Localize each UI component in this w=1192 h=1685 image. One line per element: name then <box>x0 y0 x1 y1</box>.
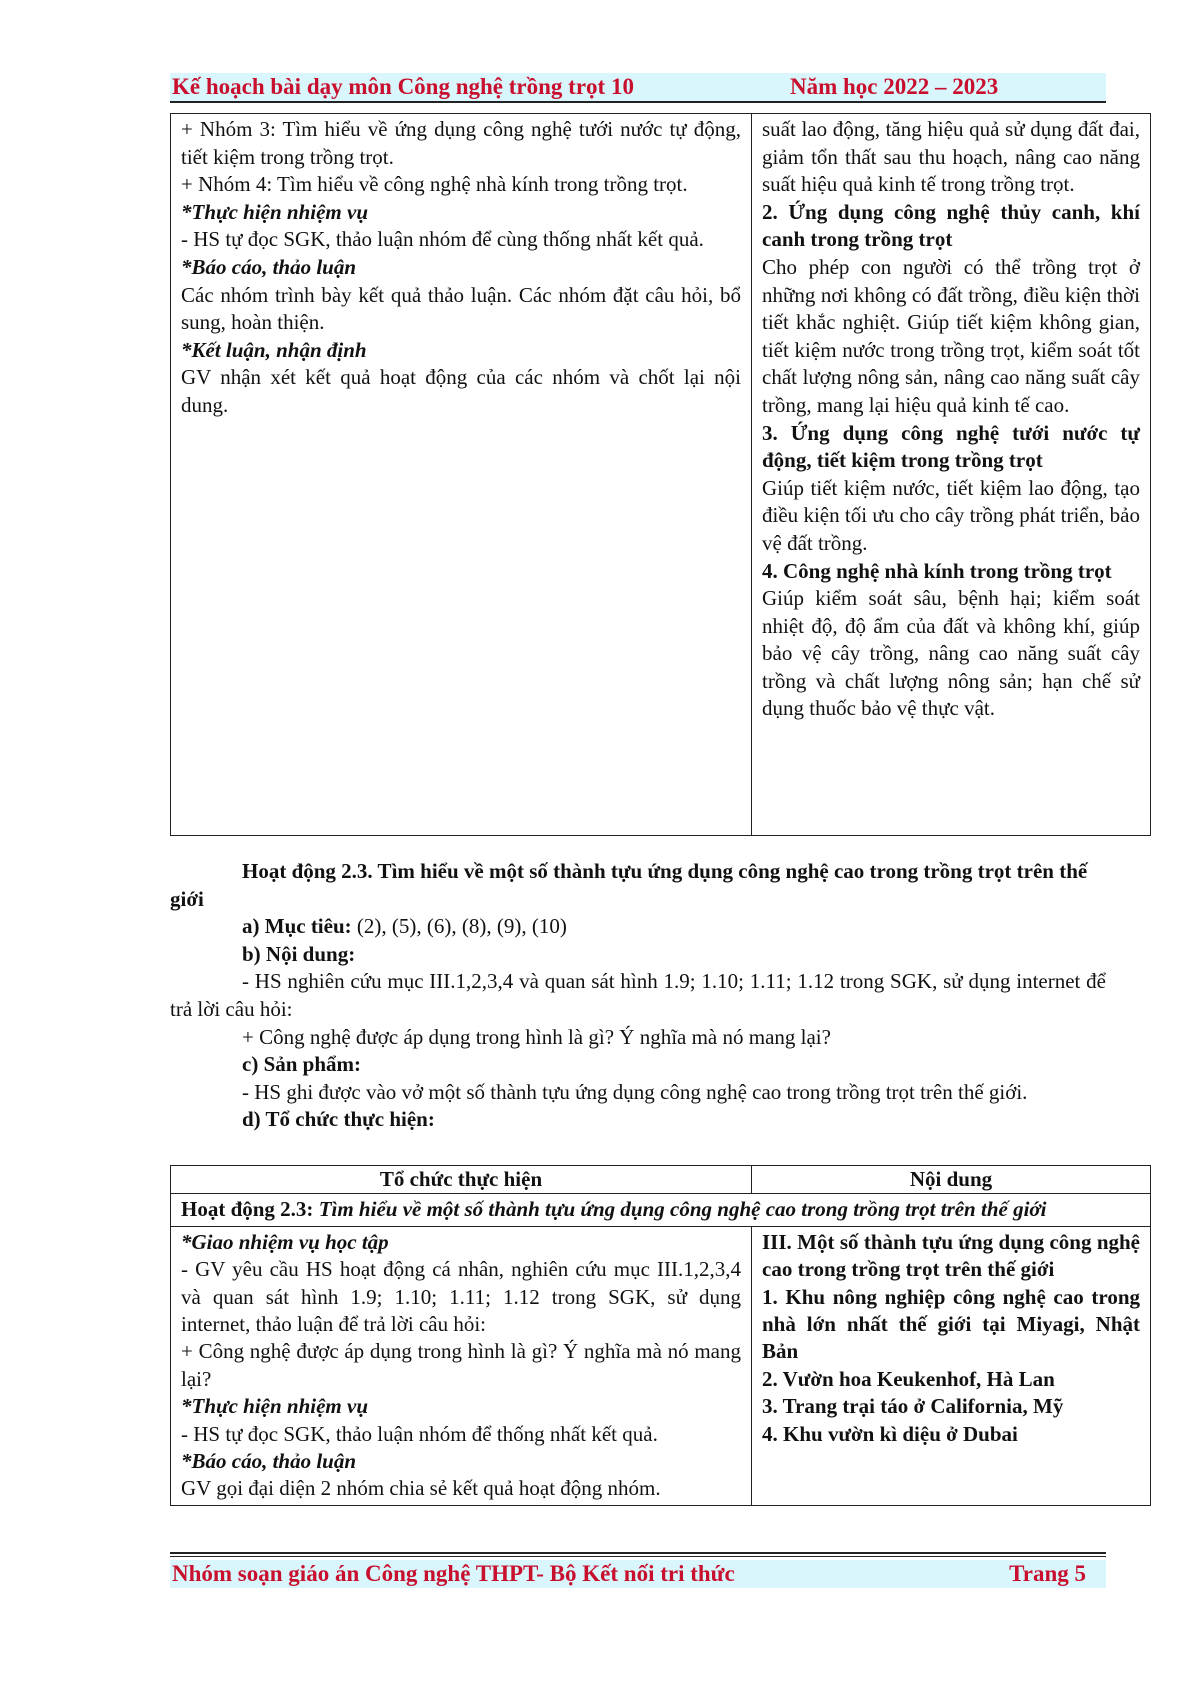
paragraph: 4. Khu vườn kì diệu ở Dubai <box>762 1421 1018 1446</box>
paragraph: 4. Công nghệ nhà kính trong trồng trọt <box>762 558 1112 583</box>
paragraph: + Công nghệ được áp dụng trong hình là gì? Ý nghĩa mà nó mang lại? <box>181 1339 741 1391</box>
activity-row-label: Hoạt động 2.3: <box>181 1197 314 1222</box>
paragraph: Các nhóm trình bày kết quả thảo luận. Các nhóm đặt câu hỏi, bổ sung, hoàn thiện. <box>181 282 741 335</box>
paragraph: *Thực hiện nhiệm vụ <box>181 199 369 224</box>
header-school-year: Năm học 2022 – 2023 <box>790 74 999 99</box>
paragraph: 1. Khu nông nghiệp công nghệ cao trong nhà lớn nhất thế giới tại Miyagi, Nhật Bản <box>762 1284 1140 1364</box>
paragraph: + Nhóm 3: Tìm hiểu về ứng dụng công nghệ tưới nước tự động, tiết kiệm trong trồng trọt. <box>181 117 741 169</box>
objective-value: (2), (5), (6), (8), (9), (10) <box>351 914 567 939</box>
table2-left-cell <box>171 1226 752 1505</box>
page-footer <box>170 1560 1106 1588</box>
content-label: b) Nội dung: <box>242 941 356 966</box>
content-line2: + Công nghệ được áp dụng trong hình là gì? Ý nghĩa mà nó mang lại? <box>242 1024 831 1049</box>
table1-left-cell <box>171 114 752 836</box>
paragraph: suất lao động, tăng hiệu quả sử dụng đất đai, giảm tổn thất sau thu hoạch, nâng cao năng suất hiệu quả kinh tế trong trồng trọt. <box>762 117 1140 197</box>
paragraph: Giúp kiểm soát sâu, bệnh hại; kiểm soát nhiệt độ, độ ẩm của đất và không khí, giúp bảo vệ cây trồng, nâng cao năng suất cây trồng và chất lượng nông sản; hạn chế sử dụng thuốc bảo vệ thực vật. <box>762 586 1140 721</box>
paragraph: *Báo cáo, thảo luận <box>181 254 357 279</box>
page-number: Trang 5 <box>1009 1561 1086 1586</box>
paragraph: 2. Ứng dụng công nghệ thủy canh, khí canh trong trồng trọt <box>762 199 1140 252</box>
table1-right-cell <box>752 114 1151 836</box>
paragraph: *Thực hiện nhiệm vụ <box>181 1394 369 1419</box>
paragraph: *Kết luận, nhận định <box>181 337 367 362</box>
paragraph: 3. Trang trại táo ở California, Mỹ <box>762 1394 1064 1419</box>
content-line1: - HS nghiên cứu mục III.1,2,3,4 và quan sát hình 1.9; 1.10; 1.11; 1.12 trong SGK, sử dụng internet để trả lời câu hỏi: <box>170 969 1106 1021</box>
paragraph: + Nhóm 4: Tìm hiểu về công nghệ nhà kính trong trồng trọt. <box>181 172 688 197</box>
paragraph: III. Một số thành tựu ứng dụng công nghệ cao trong trồng trọt trên thế giới <box>762 1229 1140 1282</box>
footer-group: Nhóm soạn giáo án Công nghệ THPT- Bộ Kết nối tri thức <box>172 1561 735 1586</box>
product-text: - HS ghi được vào vở một số thành tựu ứng dụng công nghệ cao trong trồng trọt trên thế giới. <box>242 1079 1028 1104</box>
activity-title: Hoạt động 2.3. Tìm hiểu về một số thành tựu ứng dụng công nghệ cao trong trồng trọt trên thế giới <box>170 859 1088 911</box>
activity-row-title: Tìm hiểu về một số thành tựu ứng dụng công nghệ cao trong trồng trọt trên thế giới <box>313 1197 1047 1222</box>
paragraph: 2. Vườn hoa Keukenhof, Hà Lan <box>762 1366 1055 1391</box>
organization-table <box>170 1165 1151 1506</box>
page-header <box>170 73 1106 103</box>
paragraph: - HS tự đọc SGK, thảo luận nhóm để cùng thống nhất kết quả. <box>181 227 704 252</box>
org-label: d) Tổ chức thực hiện: <box>242 1107 435 1132</box>
paragraph: - GV yêu cầu HS hoạt động cá nhân, nghiên cứu mục III.1,2,3,4 và quan sát hình 1.9; 1.10; 1.11; 1.12 trong SGK, sử dụng internet, thảo luận để trả lời câu hỏi: <box>181 1257 741 1337</box>
col2-header: Nội dung <box>752 1166 1151 1194</box>
paragraph: GV nhận xét kết quả hoạt động của các nhóm và chốt lại nội dung. <box>181 365 741 417</box>
paragraph: *Giao nhiệm vụ học tập <box>181 1229 389 1254</box>
paragraph: Cho phép con người có thể trồng trọt ở những nơi không có đất trồng, điều kiện thời tiết khắc nghiệt. Giúp tiết kiệm không gian, tiết kiệm nước trong trồng trọt, kiểm soát tốt chất lượng nông sản, nâng cao năng suất cây trồng, mang lại hiệu quả kinh tế cao. <box>762 254 1140 417</box>
paragraph: GV gọi đại diện 2 nhóm chia sẻ kết quả hoạt động nhóm. <box>181 1476 661 1501</box>
footer-rule <box>170 1552 1106 1554</box>
objective-label: a) Mục tiêu: <box>242 914 352 939</box>
activity-section <box>170 858 1106 1134</box>
paragraph: - HS tự đọc SGK, thảo luận nhóm để thống nhất kết quả. <box>181 1421 658 1446</box>
header-title: Kế hoạch bài dạy môn Công nghệ trồng trọt 10 <box>172 74 634 99</box>
footer-rule-thin <box>170 1556 1106 1557</box>
table2-right-cell <box>752 1226 1151 1505</box>
activity-row <box>171 1194 1151 1226</box>
paragraph: *Báo cáo, thảo luận <box>181 1449 357 1474</box>
paragraph: 3. Ứng dụng công nghệ tưới nước tự động, tiết kiệm trong trồng trọt <box>762 420 1140 473</box>
product-label: c) Sản phẩm: <box>242 1052 362 1077</box>
activity-table-continued <box>170 113 1151 836</box>
col1-header: Tổ chức thực hiện <box>171 1166 752 1194</box>
paragraph: Giúp tiết kiệm nước, tiết kiệm lao động, tạo điều kiện tối ưu cho cây trồng phát triển, bảo vệ đất trồng. <box>762 475 1140 555</box>
